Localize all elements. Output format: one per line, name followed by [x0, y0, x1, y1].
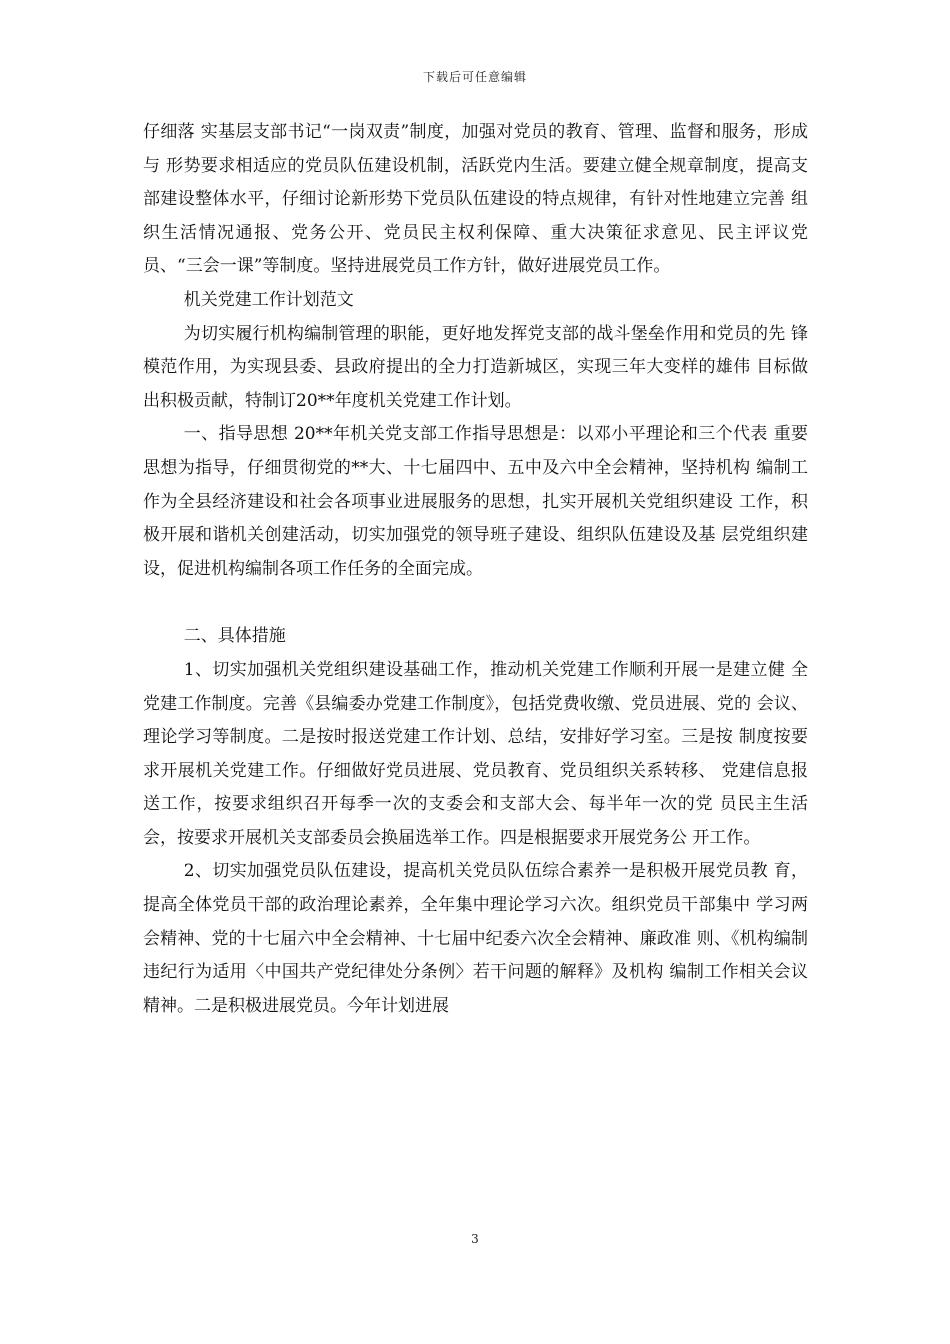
document-body [143, 116, 808, 1023]
paragraph-guiding-thought: 一、指导思想 20**年机关党支部工作指导思想是：以邓小平理论和三个代表 重要思想为指导，仔细贯彻党的**大、十七届四中、五中及六中全会精神，坚持机构 编制工作为全县经济建设和社会各项事业进展服务的思想，扎实开展机关党组织建设 工作，积极开展和谐机关创建活动，切实加强党的领导班子建设、组织队伍建设及基 层党组织建设，促进机构编制各项工作任务的全面完成。 [143, 424, 808, 579]
paragraph-intro: 为切实履行机构编制管理的职能，更好地发挥党支部的战斗堡垒作用和党员的先 锋模范作用，为实现县委、县政府提出的全力打造新城区，实现三年大变样的雄伟 目标做出积极贡献，特制订20**年度机关党建工作计划。 [143, 323, 808, 411]
paragraph-continued: 仔细落 实基层支部书记“一岗双责”制度，加强对党员的教育、管理、监督和服务，形成与 形势要求相适应的党员队伍建设机制，活跃党内生活。要建立健全规章制度，提高支 部建设整体水平，仔细讨论新形势下党员队伍建设的特点规律，有针对性地建立完善 组织生活情况通报、党务公开、党员民主权利保障、重大决策征求意见、民主评议党 员、“三会一课”等制度。坚持进展党员工作方针，做好进展党员工作。 [143, 122, 808, 277]
paragraph-measure-1: 1、切实加强机关党组织建设基础工作，推动机关党建工作顺利开展一是建立健 全党建工作制度。完善《县编委办党建工作制度》，包括党费收缴、党员进展、党的 会议、理论学习等制度。二是按时报送党建工作计划、总结，安排好学习室。三是按 制度按要求开展机关党建工作。仔细做好党员进展、党员教育、党员组织关系转移、 党建信息报送工作，按要求组织召开每季一次的支委会和支部大会、每半年一次的党 员民主生活会，按要求开展机关支部委员会换届选举工作。四是根据要求开展党务公 开工作。 [143, 659, 808, 848]
page-header: 下载后可任意编辑 [422, 70, 527, 84]
section-title: 机关党建工作计划范文 [183, 289, 354, 310]
paragraph-spacer [143, 586, 808, 620]
section-heading-measures: 二、具体措施 [183, 626, 286, 647]
paragraph-measure-2: 2、切实加强党员队伍建设，提高机关党员队伍综合素养一是积极开展党员教 育，提高全体党员干部的政治理论素养，全年集中理论学习六次。组织党员干部集中 学习两会精神、党的十七届六中全会精神、十七届中纪委六次全会精神、廉政准 则、《机构编制违纪行为适用〈中国共产党纪律处分条例〉若干问题的解释》及机构 编制工作相关会议精神。二是积极进展党员。今年计划进展 [143, 861, 808, 1016]
page-number: 3 [471, 1232, 479, 1246]
